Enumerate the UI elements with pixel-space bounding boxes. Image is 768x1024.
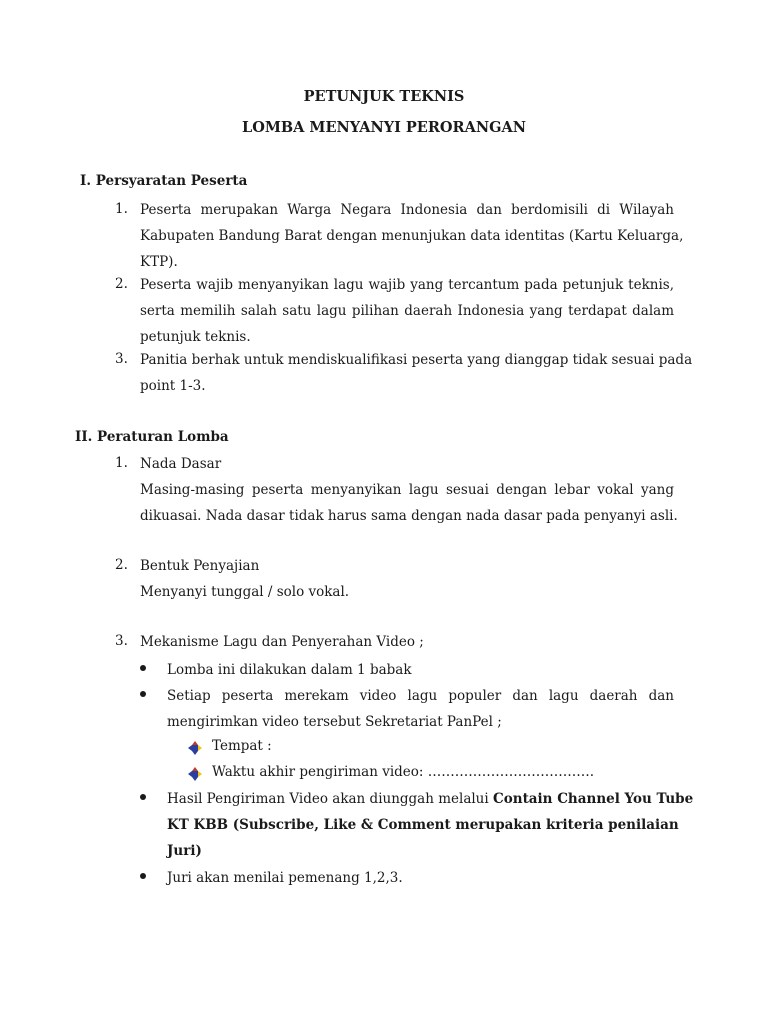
- list-number: 3.: [115, 351, 128, 367]
- list-number: 2.: [115, 276, 128, 292]
- bullet-text-plain: Hasil Pengiriman Video akan diunggah melalui: [167, 791, 493, 807]
- bullet-text: [167, 786, 694, 812]
- paragraph-line: Peserta merupakan Warga Negara Indonesia dan berdomisili di Wilayah: [140, 202, 674, 218]
- paragraph-line: Peserta wajib menyanyikan lagu wajib yang tercantum pada petunjuk teknis,: [140, 277, 674, 293]
- item-title: Mekanisme Lagu dan Penyerahan Video ;: [140, 634, 424, 650]
- list-number: 1.: [115, 201, 128, 217]
- list-number: 1.: [115, 455, 128, 471]
- paragraph-line: point 1-3.: [140, 378, 206, 394]
- four-arrow-bullet-icon: [188, 741, 202, 755]
- bullet-text: Setiap peserta merekam video lagu populer dan lagu daerah dan: [167, 688, 674, 704]
- bullet-text: Juri): [167, 843, 202, 859]
- paragraph-line: petunjuk teknis.: [140, 329, 251, 345]
- bullet-dot-icon: [140, 873, 146, 879]
- document-subtitle: LOMBA MENYANYI PERORANGAN: [242, 119, 526, 136]
- paragraph-line: Kabupaten Bandung Barat dengan menunjukan data identitas (Kartu Keluarga,: [140, 228, 684, 244]
- section-heading-peraturan: II. Peraturan Lomba: [75, 429, 229, 445]
- bullet-text: KT KBB (Subscribe, Like & Comment merupakan kriteria penilaian: [167, 817, 679, 833]
- document-title: PETUNJUK TEKNIS: [303, 88, 465, 105]
- bullet-text-bold: Contain Channel You Tube: [493, 791, 694, 807]
- bullet-text: Lomba ini dilakukan dalam 1 babak: [167, 662, 412, 678]
- bullet-dot-icon: [140, 665, 146, 671]
- bullet-dot-icon: [140, 794, 146, 800]
- sub-bullet-text: Waktu akhir pengiriman video: ……………………………….: [212, 764, 595, 780]
- bullet-text: Juri akan menilai pemenang 1,2,3.: [167, 870, 403, 886]
- paragraph-line: Masing-masing peserta menyanyikan lagu sesuai dengan lebar vokal yang: [140, 482, 674, 498]
- paragraph-line: serta memilih salah satu lagu pilihan daerah Indonesia yang terdapat dalam: [140, 303, 674, 319]
- sub-bullet-text: Tempat :: [212, 738, 272, 754]
- bullet-dot-icon: [140, 691, 146, 697]
- item-title: Nada Dasar: [140, 456, 222, 472]
- list-number: 3.: [115, 633, 128, 649]
- paragraph-line: Panitia berhak untuk mendiskualifikasi peserta yang dianggap tidak sesuai pada: [140, 352, 693, 368]
- paragraph-line: KTP).: [140, 254, 178, 270]
- paragraph-line: Menyanyi tunggal / solo vokal.: [140, 584, 350, 600]
- item-title: Bentuk Penyajian: [140, 558, 260, 574]
- bullet-text: mengirimkan video tersebut Sekretariat PanPel ;: [167, 714, 502, 730]
- list-number: 2.: [115, 557, 128, 573]
- four-arrow-bullet-icon: [188, 767, 202, 781]
- section-heading-persyaratan: I. Persyaratan Peserta: [80, 173, 248, 189]
- paragraph-line: dikuasai. Nada dasar tidak harus sama dengan nada dasar pada penyanyi asli.: [140, 508, 678, 524]
